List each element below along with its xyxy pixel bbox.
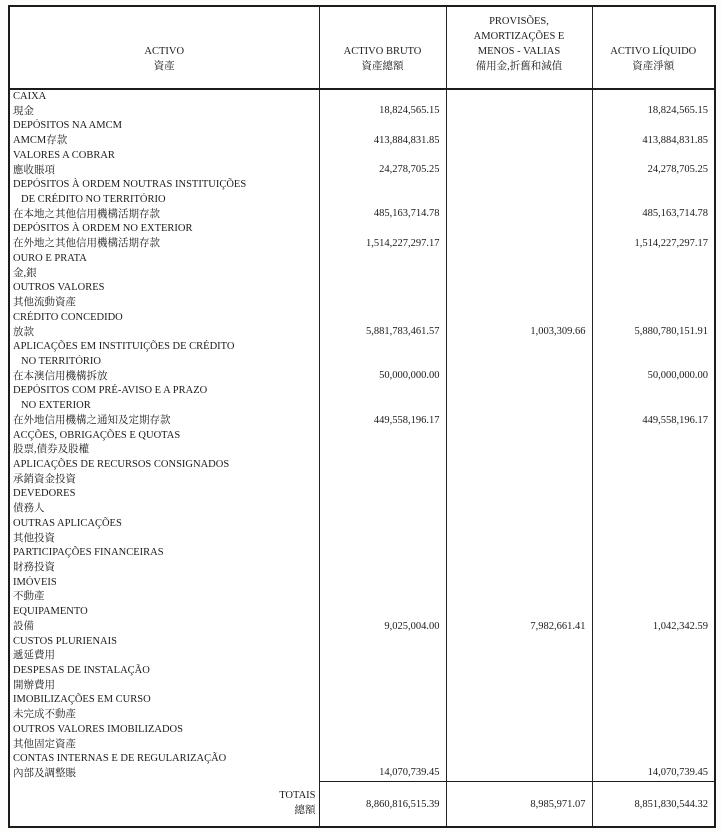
row-label-pt: DESPESAS DE INSTALAÇÃO	[13, 665, 150, 677]
row-label-pt: OUTRAS APLICAÇÕES	[13, 517, 122, 529]
table-row	[9, 664, 715, 693]
row-label-pt: OURO E PRATA	[13, 252, 87, 264]
header-bruto-zh: 資產總額	[361, 61, 404, 72]
row-label-zh: 在本地之其他信用機構活期存款	[13, 208, 160, 220]
header-activo	[9, 6, 319, 89]
cell-provisoes	[446, 458, 592, 487]
row-label-zh: 其他固定資產	[13, 738, 76, 750]
cell-provisoes	[446, 576, 592, 605]
row-label-pt: APLICAÇÕES DE RECURSOS CONSIGNADOS	[13, 458, 230, 470]
row-label	[9, 340, 319, 384]
row-label-zh: 遞延費用	[13, 650, 55, 662]
cell-provisoes	[446, 429, 592, 458]
table-row	[9, 149, 715, 178]
table-row	[9, 281, 715, 310]
totals-row	[9, 782, 715, 827]
totals-activo-liquido: 8,851,830,544.32	[592, 782, 715, 827]
cell-provisoes	[446, 517, 592, 546]
cell-activo-liquido	[592, 576, 715, 605]
cell-provisoes: 1,003,309.66	[446, 311, 592, 340]
row-label	[9, 222, 319, 251]
cell-activo-liquido	[592, 252, 715, 281]
row-label	[9, 664, 319, 693]
row-label-zh: 現金	[13, 105, 34, 117]
row-label-pt: CAIXA	[13, 91, 47, 102]
table-row	[9, 752, 715, 781]
row-label	[9, 517, 319, 546]
row-label-pt: CRÉDITO CONCEDIDO	[13, 311, 123, 323]
table-row	[9, 635, 715, 664]
table-row	[9, 693, 715, 722]
row-label	[9, 119, 319, 148]
row-label-zh: 未完成不動產	[13, 709, 76, 721]
cell-activo-liquido: 50,000,000.00	[592, 340, 715, 384]
row-label-pt: PARTICIPAÇÕES FINANCEIRAS	[13, 547, 164, 559]
row-label-zh: 股票,債券及股權	[13, 444, 90, 456]
totals-section	[9, 782, 715, 827]
row-label-pt: APLICAÇÕES EM INSTITUIÇÕES DE CRÉDITO	[13, 341, 235, 353]
cell-activo-bruto: 14,070,739.45	[319, 752, 446, 781]
cell-activo-bruto: 5,881,783,461.57	[319, 311, 446, 340]
row-label-zh: 金,銀	[13, 267, 37, 279]
header-provisoes-zh: 備用金,折舊和減值	[475, 61, 563, 72]
table-row	[9, 576, 715, 605]
table-row	[9, 340, 715, 384]
table-row	[9, 546, 715, 575]
assets-table	[8, 5, 716, 828]
row-label-zh: 應收賬項	[13, 164, 55, 176]
cell-provisoes	[446, 752, 592, 781]
row-label-pt: DEPÓSITOS À ORDEM NO EXTERIOR	[13, 223, 193, 235]
cell-activo-liquido	[592, 664, 715, 693]
row-label	[9, 487, 319, 516]
cell-provisoes	[446, 89, 592, 119]
row-label-pt: VALORES A COBRAR	[13, 149, 115, 161]
cell-provisoes	[446, 281, 592, 310]
cell-activo-liquido	[592, 693, 715, 722]
row-label-pt: CONTAS INTERNAS E DE REGULARIZAÇÃO	[13, 753, 227, 765]
cell-provisoes	[446, 119, 592, 148]
cell-activo-liquido: 18,824,565.15	[592, 89, 715, 119]
row-label	[9, 458, 319, 487]
asset-rows	[9, 89, 715, 782]
cell-activo-bruto	[319, 546, 446, 575]
row-label-zh: 不動產	[13, 591, 45, 603]
table-row	[9, 222, 715, 251]
cell-activo-bruto	[319, 635, 446, 664]
row-label-pt: CUSTOS PLURIENAIS	[13, 635, 117, 647]
cell-activo-bruto: 24,278,705.25	[319, 149, 446, 178]
row-label-pt: OUTROS VALORES	[13, 282, 105, 294]
cell-provisoes	[446, 252, 592, 281]
row-label-zh: 在外地之其他信用機構活期存款	[13, 238, 160, 250]
row-label-pt: NO TERRITÓRIO	[21, 355, 102, 367]
cell-activo-bruto	[319, 458, 446, 487]
row-label-pt: OUTROS VALORES IMOBILIZADOS	[13, 723, 183, 735]
cell-activo-bruto	[319, 517, 446, 546]
row-label	[9, 89, 319, 119]
cell-activo-liquido	[592, 546, 715, 575]
row-label-pt: IMÓVEIS	[13, 576, 57, 588]
cell-activo-liquido: 24,278,705.25	[592, 149, 715, 178]
header-activo-bruto	[319, 6, 446, 89]
row-label-pt: DE CRÉDITO NO TERRITÓRIO	[21, 194, 166, 206]
row-label-zh: 承銷資金投資	[13, 473, 76, 485]
table-row	[9, 178, 715, 222]
row-label	[9, 752, 319, 781]
cell-provisoes	[446, 693, 592, 722]
cell-activo-liquido: 413,884,831.85	[592, 119, 715, 148]
cell-activo-liquido: 485,163,714.78	[592, 178, 715, 222]
header-bruto-pt: ACTIVO BRUTO	[343, 46, 422, 57]
table-row	[9, 487, 715, 516]
header-provisoes-pt-line2: AMORTIZAÇÕES E	[473, 31, 565, 42]
row-label-zh: AMCM存款	[13, 135, 68, 147]
row-label	[9, 576, 319, 605]
row-label	[9, 178, 319, 222]
cell-activo-bruto	[319, 429, 446, 458]
header-provisoes-pt-line1: PROVISÕES,	[489, 16, 549, 27]
table-row	[9, 605, 715, 634]
header-activo-pt: ACTIVO	[144, 46, 185, 57]
table-row	[9, 311, 715, 340]
row-label-pt: ACÇÕES, OBRIGAÇÕES E QUOTAS	[13, 429, 181, 441]
row-label-zh: 債務人	[13, 503, 45, 515]
cell-provisoes	[446, 723, 592, 752]
cell-provisoes	[446, 149, 592, 178]
table-row	[9, 429, 715, 458]
row-label	[9, 252, 319, 281]
row-label-zh: 其他投資	[13, 532, 55, 544]
table-header	[9, 6, 715, 89]
cell-activo-bruto: 18,824,565.15	[319, 89, 446, 119]
table-row	[9, 384, 715, 428]
cell-activo-bruto	[319, 723, 446, 752]
cell-activo-liquido	[592, 458, 715, 487]
totals-label	[9, 782, 319, 827]
cell-provisoes	[446, 635, 592, 664]
totals-activo-bruto: 8,860,816,515.39	[319, 782, 446, 827]
row-label-pt: DEVEDORES	[13, 488, 76, 500]
row-label-zh: 內部及調整賬	[13, 768, 76, 780]
cell-activo-liquido: 449,558,196.17	[592, 384, 715, 428]
cell-activo-bruto	[319, 664, 446, 693]
row-label	[9, 384, 319, 428]
cell-activo-bruto: 485,163,714.78	[319, 178, 446, 222]
row-label-zh: 在外地信用機構之通知及定期存款	[13, 414, 171, 426]
table-row	[9, 252, 715, 281]
header-provisoes-pt-line3: MENOS - VALIAS	[477, 46, 561, 57]
cell-activo-liquido	[592, 281, 715, 310]
cell-provisoes	[446, 546, 592, 575]
header-activo-liquido	[592, 6, 715, 89]
cell-activo-bruto: 449,558,196.17	[319, 384, 446, 428]
cell-provisoes: 7,982,661.41	[446, 605, 592, 634]
row-label-pt: EQUIPAMENTO	[13, 606, 88, 618]
table-row	[9, 517, 715, 546]
cell-activo-bruto	[319, 487, 446, 516]
row-label	[9, 693, 319, 722]
totals-label-pt: TOTAIS	[279, 790, 316, 802]
header-liquido-pt: ACTIVO LÍQUIDO	[610, 46, 697, 57]
cell-activo-liquido: 1,042,342.59	[592, 605, 715, 634]
cell-activo-liquido	[592, 723, 715, 752]
cell-activo-bruto	[319, 281, 446, 310]
header-liquido-zh: 資產淨額	[632, 61, 675, 72]
row-label-zh: 放款	[13, 326, 34, 338]
row-label	[9, 311, 319, 340]
table-row	[9, 723, 715, 752]
totals-provisoes: 8,985,971.07	[446, 782, 592, 827]
header-provisoes	[446, 6, 592, 89]
row-label-pt: DEPÓSITOS COM PRÉ-AVISO E A PRAZO	[13, 385, 208, 397]
cell-activo-bruto: 50,000,000.00	[319, 340, 446, 384]
table-row	[9, 458, 715, 487]
row-label-pt: DEPÓSITOS NA AMCM	[13, 120, 122, 132]
row-label-zh: 財務投資	[13, 562, 55, 573]
cell-provisoes	[446, 384, 592, 428]
row-label-zh: 開辦費用	[13, 679, 55, 691]
cell-activo-bruto: 9,025,004.00	[319, 605, 446, 634]
cell-provisoes	[446, 340, 592, 384]
cell-activo-bruto	[319, 576, 446, 605]
row-label	[9, 149, 319, 178]
cell-provisoes	[446, 222, 592, 251]
row-label-pt: NO EXTERIOR	[21, 400, 91, 412]
row-label-zh: 其他流動資產	[13, 297, 76, 309]
row-label-pt: IMOBILIZAÇÕES EM CURSO	[13, 694, 151, 706]
totals-label-zh: 總額	[294, 804, 316, 816]
row-label	[9, 429, 319, 458]
cell-activo-liquido: 1,514,227,297.17	[592, 222, 715, 251]
row-label	[9, 605, 319, 634]
cell-provisoes	[446, 178, 592, 222]
cell-activo-liquido: 5,880,780,151.91	[592, 311, 715, 340]
table-row	[9, 119, 715, 148]
cell-activo-bruto: 413,884,831.85	[319, 119, 446, 148]
cell-activo-liquido	[592, 487, 715, 516]
row-label	[9, 723, 319, 752]
cell-activo-bruto: 1,514,227,297.17	[319, 222, 446, 251]
cell-activo-liquido	[592, 635, 715, 664]
cell-activo-bruto	[319, 252, 446, 281]
row-label-zh: 設備	[13, 620, 34, 632]
table-row	[9, 89, 715, 119]
row-label	[9, 635, 319, 664]
row-label-pt: DEPÓSITOS À ORDEM NOUTRAS INSTITUIÇÕES	[13, 179, 247, 191]
header-activo-zh: 資產	[153, 61, 175, 72]
cell-activo-liquido	[592, 517, 715, 546]
cell-provisoes	[446, 487, 592, 516]
cell-activo-liquido: 14,070,739.45	[592, 752, 715, 781]
row-label-zh: 在本澳信用機構拆放	[13, 370, 108, 382]
cell-activo-bruto	[319, 693, 446, 722]
cell-activo-liquido	[592, 429, 715, 458]
cell-provisoes	[446, 664, 592, 693]
row-label	[9, 281, 319, 310]
row-label	[9, 546, 319, 575]
